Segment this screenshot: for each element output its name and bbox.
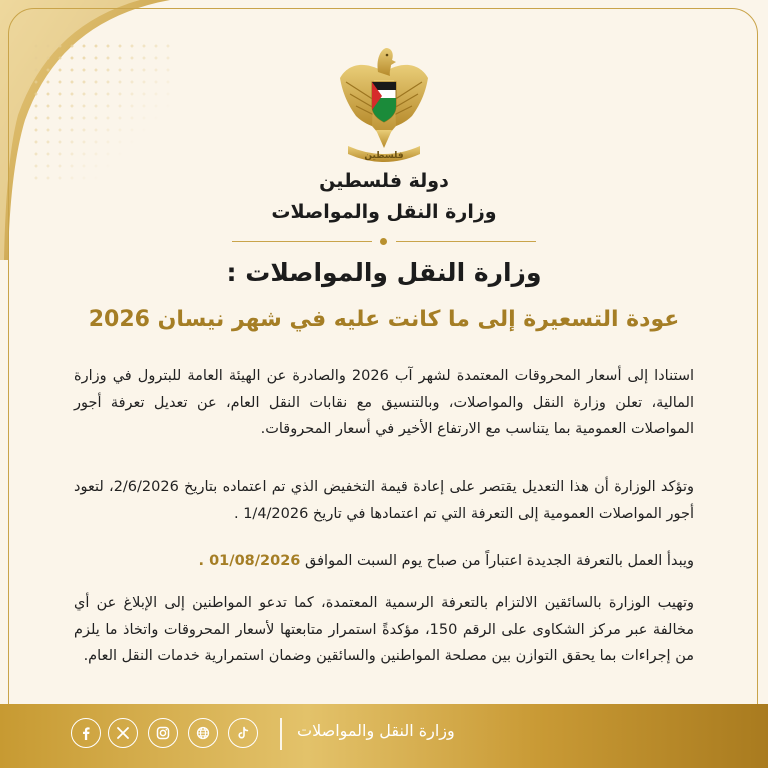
emblem-banner-text: فلسطين (364, 151, 404, 161)
instagram-icon[interactable] (148, 718, 178, 748)
globe-icon[interactable] (188, 718, 218, 748)
paragraph-2: وتؤكد الوزارة أن هذا التعديل يقتصر على إعادة قيمة التخفيض الذي تم اعتماده بتاريخ 2/6/2026، لتعود أجور المواصلات العمومية إلى التعرفة التي تم اعتمادها في تاريخ 1/4/2026 . (74, 479, 694, 522)
footer-separator (280, 718, 282, 750)
subheadline: عودة التسعيرة إلى ما كانت عليه في شهر نيسان 2026 (88, 307, 680, 332)
paragraph-1: استنادا إلى أسعار المحروقات المعتمدة لشهر آب 2026 والصادرة عن الهيئة العامة للبترول في وزارة المالية، تعلن وزارة النقل والمواصلات، وبالتنسيق مع نقابات النقل العام، عن تعديل تعرفة أجور المواصلات العمومية بما يتناسب مع الارتفاع الأخير في أسعار المحروقات. (74, 368, 694, 437)
palestine-eagle-emblem (334, 30, 434, 170)
start-date: 01/08/2026 . (198, 553, 301, 569)
headline: وزارة النقل والمواصلات : (226, 258, 542, 287)
divider (232, 241, 536, 243)
footer-bar (0, 704, 768, 768)
tiktok-icon[interactable] (228, 718, 258, 748)
paragraph-3 (74, 548, 694, 575)
facebook-icon[interactable] (71, 718, 101, 748)
country-name: دولة فلسطين (319, 170, 449, 192)
footer-ministry-name: وزارة النقل والمواصلات (297, 721, 455, 740)
paragraph-4: وتهيب الوزارة بالسائقين الالتزام بالتعرفة الرسمية المعتمدة، كما تدعو المواطنين إلى الإبلاغ عن أي مخالفة عبر مركز الشكاوى على الرقم 150، مؤكدةً استمرار متابعتها لأسعار المحروقات واتخاذ ما يلزم من إجراءات بما يحقق التوازن بين مصلحة المواطنين والسائقين وضمان استمرارية خدمات النقل العام. (74, 595, 694, 664)
x-icon[interactable] (108, 718, 138, 748)
ministry-name: وزارة النقل والمواصلات (271, 201, 497, 223)
start-date-text: ويبدأ العمل بالتعرفة الجديدة اعتباراً من صباح يوم السبت الموافق (305, 553, 694, 569)
